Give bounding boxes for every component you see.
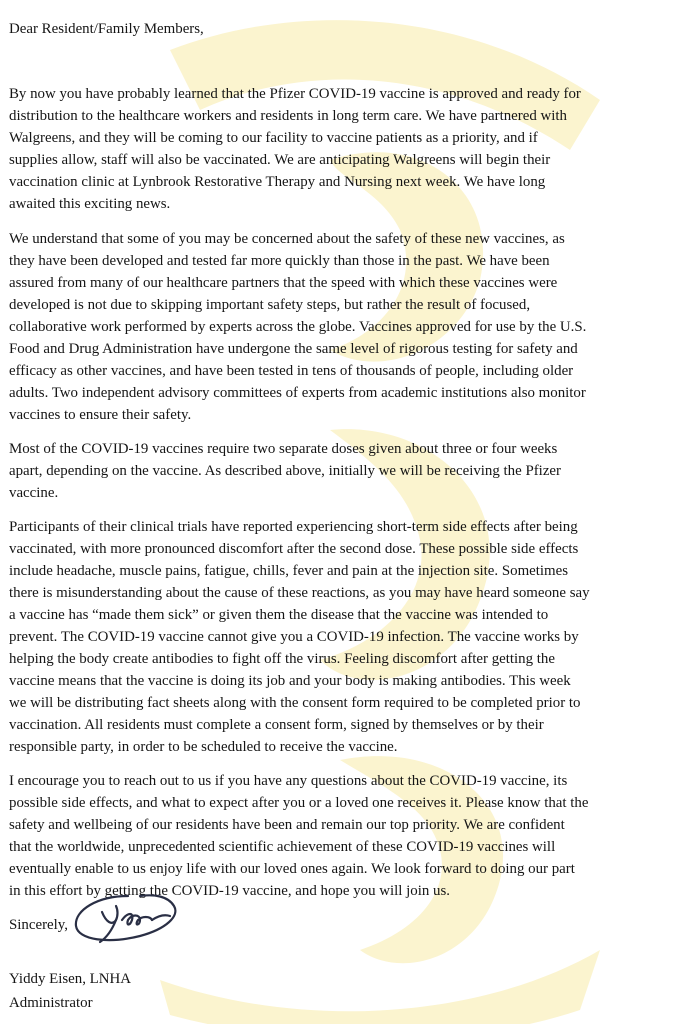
paragraph-line: assured from many of our healthcare partners that the speed with which these vaccines were [9,275,558,291]
paragraph-line: possible side effects, and what to expect after you or a loved one receives it. Please know that the [9,795,589,811]
closing: Sincerely, [9,917,68,933]
paragraph-line: developed is not due to skipping important safety steps, but rather the result of focused, [9,297,531,313]
signer-title: Administrator [9,995,93,1011]
paragraph-line: helping the body create antibodies to fight off the virus. Feeling discomfort after getting the [9,651,555,667]
paragraph-line: there is misunderstanding about the cause of these reactions, as you may have heard someone say [9,585,590,601]
paragraph-line: adults. Two independent advisory committees of experts from academic institutions also monitor [9,385,586,401]
paragraph-line: Walgreens, and they will be coming to our facility to vaccine patients as a priority, and if [9,130,538,146]
paragraph-line: We understand that some of you may be concerned about the safety of these new vaccines, as [9,231,565,247]
paragraph-line: eventually enable to us enjoy life with our loved ones again. We look forward to doing our part [9,861,575,877]
paragraph-line: Most of the COVID-19 vaccines require two separate doses given about three or four weeks [9,441,558,457]
paragraph-line: distribution to the healthcare workers and residents in long term care. We have partnered with [9,108,567,124]
paragraph-line: I encourage you to reach out to us if you have any questions about the COVID-19 vaccine, its [9,773,568,789]
paragraph-line: vaccines to ensure their safety. [9,407,192,423]
paragraph-line: Participants of their clinical trials have reported experiencing short-term side effects after being [9,519,578,535]
paragraph-line: apart, depending on the vaccine. As described above, initially we will be receiving the Pfizer [9,463,561,479]
paragraph-line: By now you have probably learned that the Pfizer COVID-19 vaccine is approved and ready for [9,86,581,102]
paragraph-line: Food and Drug Administration have undergone the same level of rigorous testing for safety and [9,341,578,357]
paragraph-line: that the worldwide, unprecedented scientific achievement of these COVID-19 vaccines will [9,839,556,855]
paragraph-line: they have been developed and tested far more quickly than those in the past. We have been [9,253,550,269]
paragraph-line: prevent. The COVID-19 vaccine cannot give you a COVID-19 infection. The vaccine works by [9,629,579,645]
paragraph-line: a vaccine has “made them sick” or given them the disease that the vaccine was intended to [9,607,549,623]
paragraph-line: awaited this exciting news. [9,196,171,212]
paragraph-line: we will be distributing fact sheets along with the consent form required to be completed prior to [9,695,581,711]
paragraph-line: safety and wellbeing of our residents have been and remain our top priority. We are confident [9,817,565,833]
paragraph-line: responsible party, in order to be scheduled to receive the vaccine. [9,739,398,755]
paragraph-line: efficacy as other vaccines, and have been tested in tens of thousands of people, including older [9,363,574,379]
signer-name: Yiddy Eisen, LNHA [9,971,132,987]
paragraph-line: vaccinated, with more pronounced discomfort after the second dose. These possible side effects [9,541,579,557]
salutation: Dear Resident/Family Members, [9,21,204,37]
paragraph-line: supplies allow, staff will also be vaccinated. We are anticipating Walgreens will begin their [9,152,551,168]
paragraph-line: collaborative work performed by experts across the globe. Vaccines approved for use by the U.S. [9,319,587,335]
paragraph-line: vaccine. [9,485,59,501]
handwritten-signature [68,886,186,948]
paragraph-line: in this effort by getting the COVID-19 vaccine, and hope you will join us. [9,883,450,899]
paragraph-line: include headache, muscle pains, fatigue, chills, fever and pain at the injection site. Sometimes [9,563,569,579]
paragraph-line: vaccination clinic at Lynbrook Restorative Therapy and Nursing next week. We have long [9,174,546,190]
paragraph-line: vaccination. All residents must complete a consent form, signed by themselves or by their [9,717,544,733]
paragraph-line: vaccine means that the vaccine is doing its job and your body is making antibodies. This week [9,673,571,689]
